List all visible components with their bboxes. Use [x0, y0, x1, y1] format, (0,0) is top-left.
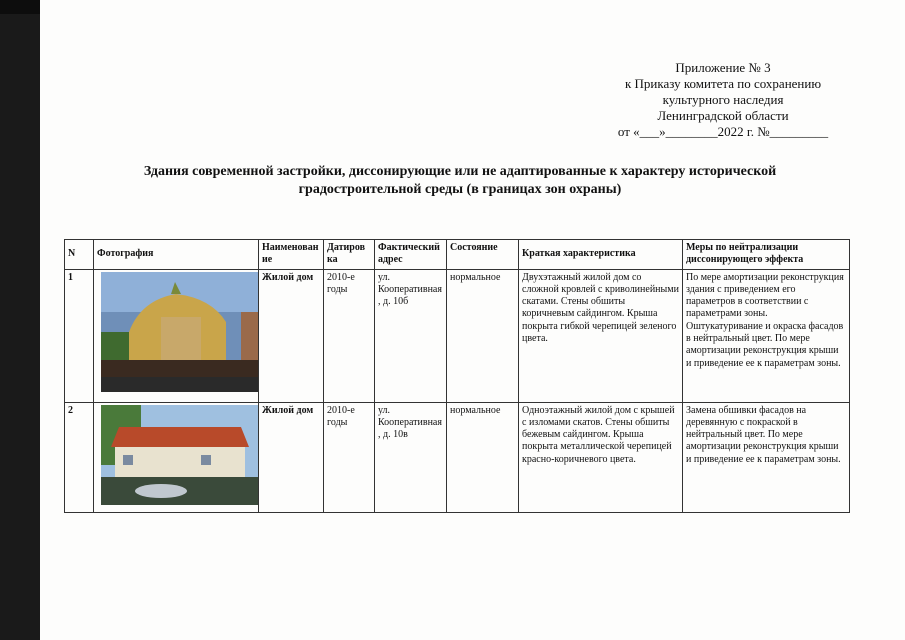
col-header-state: Состояние [447, 240, 519, 270]
neutralization-measures: По мере амортизации реконструкция здания с приведением его параметров в соответствии с параметрами зоны. Оштукатуривание и окраска фасадов в нейтральный цвет. По мере амортизации реконструкция крыши и приведение ее к параметрам зоны. [683, 269, 850, 402]
title-line-2: градостроительной среды (в границах зон охраны) [298, 182, 622, 197]
building-name: Жилой дом [259, 402, 324, 512]
row-number: 2 [65, 402, 94, 512]
table-header-row [65, 240, 850, 270]
order-date-line: от «___»________2022 г. №_________ [617, 124, 829, 139]
building-date: 2010-е годы [324, 402, 375, 512]
title-line-1: Здания современной застройки, диссонирующие или не адаптированные к характеру исторической [143, 164, 777, 179]
building-description: Одноэтажный жилой дом с крышей с изломами скатов. Стены обшиты бежевым сайдингом. Крыша покрыта металлической черепицей красно-коричневого цвета. [519, 402, 683, 512]
appendix-header [606, 60, 840, 140]
row-number: 1 [65, 269, 94, 402]
region-name: Ленинградской области [657, 108, 789, 123]
building-state: нормальное [447, 269, 519, 402]
col-header-address: Фактический адрес [375, 240, 447, 270]
col-header-number: N [65, 240, 94, 270]
table-row [65, 269, 850, 402]
building-description: Двухэтажный жилой дом со сложной кровлей с криволинейными скатами. Стены обшиты коричневым сайдингом. Крыша покрыта гибкой черепицей зеленого цвета. [519, 269, 683, 402]
col-header-name: Наименован ие [259, 240, 324, 270]
table-row [65, 402, 850, 512]
building-state: нормальное [447, 402, 519, 512]
order-reference-cont: культурного наследия [662, 92, 784, 107]
document-title [100, 163, 820, 199]
building-address: ул. Кооперативная , д. 10б [375, 269, 447, 402]
order-reference: к Приказу комитета по сохранению [624, 76, 822, 91]
building-photo-2 [101, 405, 255, 505]
building-photo-1 [101, 272, 255, 392]
buildings-table [64, 239, 850, 513]
col-header-date: Датиров ка [324, 240, 375, 270]
col-header-photo: Фотография [94, 240, 259, 270]
building-address: ул. Кооперативная , д. 10в [375, 402, 447, 512]
neutralization-measures: Замена обшивки фасадов на деревянную с покраской в нейтральный цвет. По мере амортизации реконструкция крыши и приведение ее к параметрам зоны. [683, 402, 850, 512]
building-date: 2010-е годы [324, 269, 375, 402]
photo-cell [94, 402, 259, 512]
col-header-measures: Меры по нейтрализации диссонирующего эффекта [683, 240, 850, 270]
col-header-description: Краткая характеристика [519, 240, 683, 270]
building-name: Жилой дом [259, 269, 324, 402]
appendix-number: Приложение № 3 [675, 60, 771, 75]
photo-cell [94, 269, 259, 402]
